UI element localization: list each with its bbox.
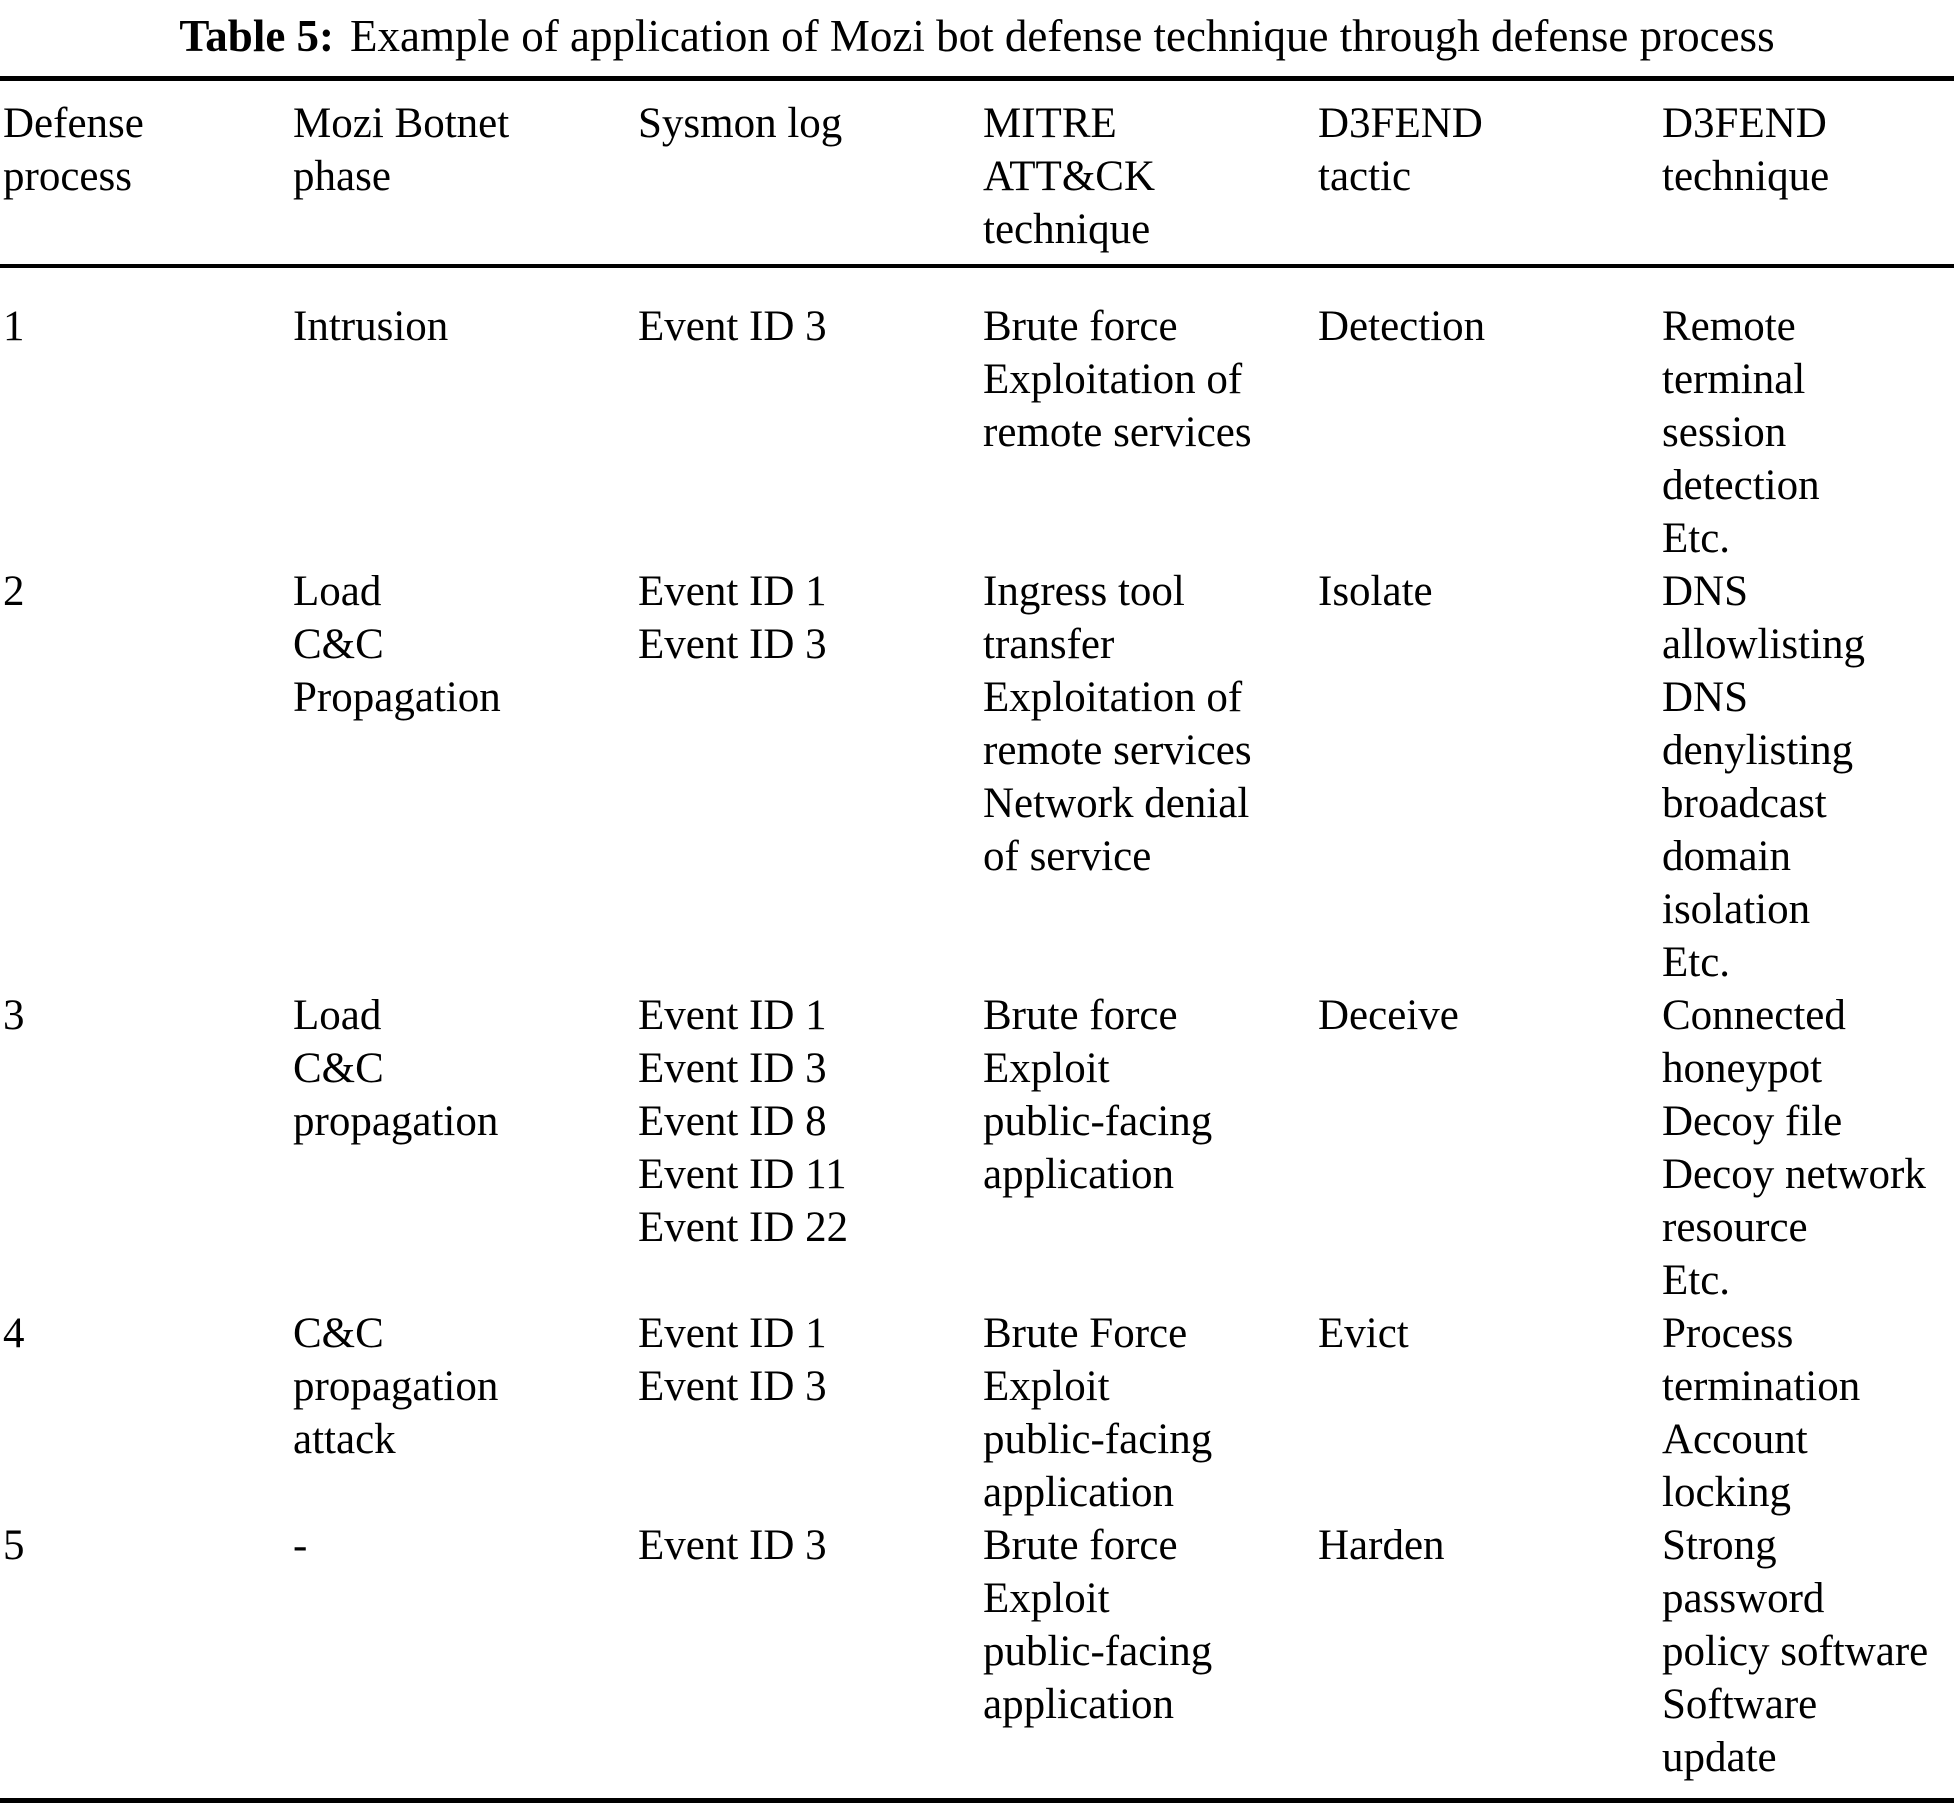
- cell-mitre-attack-technique: [980, 989, 1315, 1307]
- text-line: Exploit: [983, 1045, 1110, 1092]
- cell-defense-process: [0, 989, 290, 1307]
- table-row-5: [0, 1519, 1954, 1784]
- text-line: termination: [1662, 1363, 1861, 1410]
- table-row-3: [0, 989, 1954, 1307]
- text-line: 5: [3, 1522, 25, 1569]
- cell-d3fend-tactic: [1315, 1519, 1659, 1784]
- text-line: Process: [1662, 1310, 1794, 1357]
- text-line: isolation: [1662, 886, 1811, 933]
- cell-defense-process: [0, 300, 290, 565]
- header-cell-mozi-botnet-phase: [290, 97, 635, 256]
- cell-d3fend-technique: [1659, 989, 1954, 1307]
- text-line: attack: [293, 1416, 396, 1463]
- text-line: remote services: [983, 409, 1252, 456]
- table-header-row: [0, 81, 1954, 256]
- text-line: 4: [3, 1310, 25, 1357]
- text-line: Event ID 3: [638, 303, 827, 350]
- cell-mitre-attack-technique: [980, 300, 1315, 565]
- cell-mozi-botnet-phase: [290, 1519, 635, 1784]
- cell-mitre-attack-technique: [980, 565, 1315, 989]
- cell-defense-process: [0, 1519, 290, 1784]
- text-line: public-facing: [983, 1628, 1213, 1675]
- text-line: Event ID 1: [638, 568, 827, 615]
- text-line: allowlisting: [1662, 621, 1866, 668]
- cell-mozi-botnet-phase: [290, 1307, 635, 1519]
- cell-d3fend-tactic: [1315, 300, 1659, 565]
- header-cell-sysmon-log: [635, 97, 980, 256]
- text-line: resource: [1662, 1204, 1808, 1251]
- text-line: MITRE: [983, 100, 1117, 147]
- text-line: Event ID 11: [638, 1151, 847, 1198]
- cell-sysmon-log: [635, 300, 980, 565]
- text-line: Event ID 1: [638, 1310, 827, 1357]
- cell-mitre-attack-technique: [980, 1519, 1315, 1784]
- text-line: D3FEND: [1318, 100, 1483, 147]
- table-row-2: [0, 565, 1954, 989]
- text-line: process: [3, 153, 132, 200]
- text-line: Strong: [1662, 1522, 1777, 1569]
- text-line: propagation: [293, 1098, 499, 1145]
- cell-mozi-botnet-phase: [290, 989, 635, 1307]
- cell-defense-process: [0, 1307, 290, 1519]
- cell-d3fend-tactic: [1315, 1307, 1659, 1519]
- text-line: D3FEND: [1662, 100, 1827, 147]
- header-cell-d3fend-tactic: [1315, 97, 1659, 256]
- text-line: broadcast: [1662, 780, 1827, 827]
- text-line: Evict: [1318, 1310, 1409, 1357]
- text-line: Event ID 3: [638, 621, 827, 668]
- text-line: session: [1662, 409, 1787, 456]
- text-line: propagation: [293, 1363, 499, 1410]
- cell-d3fend-tactic: [1315, 565, 1659, 989]
- text-line: transfer: [983, 621, 1115, 668]
- text-line: Event ID 22: [638, 1204, 849, 1251]
- text-line: application: [983, 1469, 1175, 1516]
- text-line: Event ID 1: [638, 992, 827, 1039]
- cell-d3fend-technique: [1659, 1307, 1954, 1519]
- text-line: Load: [293, 992, 382, 1039]
- text-line: Decoy network: [1662, 1151, 1926, 1198]
- table-body: [0, 268, 1954, 1784]
- cell-sysmon-log: [635, 1307, 980, 1519]
- cell-mitre-attack-technique: [980, 1307, 1315, 1519]
- table-row-4: [0, 1307, 1954, 1519]
- table-caption: [0, 0, 1954, 64]
- text-line: Connected: [1662, 992, 1846, 1039]
- table-bottom-rule: [0, 1798, 1954, 1803]
- cell-mozi-botnet-phase: [290, 565, 635, 989]
- text-line: C&C: [293, 1045, 384, 1092]
- text-line: Harden: [1318, 1522, 1445, 1569]
- text-line: remote services: [983, 727, 1252, 774]
- text-line: application: [983, 1681, 1175, 1728]
- text-line: Exploitation of: [983, 674, 1243, 721]
- text-line: Exploit: [983, 1575, 1110, 1622]
- text-line: Brute Force: [983, 1310, 1188, 1357]
- cell-sysmon-log: [635, 565, 980, 989]
- text-line: Network denial: [983, 780, 1250, 827]
- text-line: Brute force: [983, 992, 1178, 1039]
- text-line: policy software: [1662, 1628, 1929, 1675]
- text-line: 2: [3, 568, 25, 615]
- cell-sysmon-log: [635, 989, 980, 1307]
- text-line: Defense: [3, 100, 144, 147]
- table-caption-text: Example of application of Mozi bot defense technique through defense process: [350, 11, 1775, 61]
- text-line: public-facing: [983, 1416, 1213, 1463]
- cell-d3fend-technique: [1659, 565, 1954, 989]
- text-line: public-facing: [983, 1098, 1213, 1145]
- text-line: Etc.: [1662, 515, 1731, 562]
- text-line: locking: [1662, 1469, 1791, 1516]
- text-line: Etc.: [1662, 1257, 1731, 1304]
- header-cell-d3fend-technique: [1659, 97, 1954, 256]
- text-line: Decoy file: [1662, 1098, 1843, 1145]
- table-row-1: [0, 300, 1954, 565]
- text-line: Exploit: [983, 1363, 1110, 1410]
- cell-d3fend-tactic: [1315, 989, 1659, 1307]
- table-caption-label: Table 5:: [179, 11, 335, 61]
- text-line: of service: [983, 833, 1152, 880]
- text-line: Load: [293, 568, 382, 615]
- text-line: Isolate: [1318, 568, 1433, 615]
- text-line: Event ID 3: [638, 1045, 827, 1092]
- text-line: tactic: [1318, 153, 1412, 200]
- text-line: Intrusion: [293, 303, 449, 350]
- text-line: Mozi Botnet: [293, 100, 510, 147]
- text-line: application: [983, 1151, 1175, 1198]
- text-line: detection: [1662, 462, 1820, 509]
- text-line: Event ID 3: [638, 1363, 827, 1410]
- text-line: Deceive: [1318, 992, 1459, 1039]
- text-line: denylisting: [1662, 727, 1854, 774]
- text-line: Account: [1662, 1416, 1808, 1463]
- text-line: phase: [293, 153, 391, 200]
- text-line: password: [1662, 1575, 1825, 1622]
- text-line: Etc.: [1662, 939, 1731, 986]
- text-line: 3: [3, 992, 25, 1039]
- text-line: Brute force: [983, 1522, 1178, 1569]
- text-line: update: [1662, 1734, 1777, 1781]
- text-line: technique: [983, 206, 1151, 253]
- text-line: Event ID 8: [638, 1098, 827, 1145]
- text-line: honeypot: [1662, 1045, 1823, 1092]
- text-line: Ingress tool: [983, 568, 1185, 615]
- text-line: DNS: [1662, 674, 1749, 721]
- text-line: DNS: [1662, 568, 1749, 615]
- cell-d3fend-technique: [1659, 300, 1954, 565]
- text-line: Event ID 3: [638, 1522, 827, 1569]
- cell-d3fend-technique: [1659, 1519, 1954, 1784]
- text-line: Exploitation of: [983, 356, 1243, 403]
- text-line: C&C: [293, 621, 384, 668]
- header-cell-mitre-attack-technique: [980, 97, 1315, 256]
- text-line: ATT&CK: [983, 153, 1155, 200]
- text-line: Detection: [1318, 303, 1486, 350]
- cell-mozi-botnet-phase: [290, 300, 635, 565]
- text-line: C&C: [293, 1310, 384, 1357]
- text-line: Remote: [1662, 303, 1796, 350]
- text-line: Sysmon log: [638, 100, 843, 147]
- header-cell-defense-process: [0, 97, 290, 256]
- text-line: Software: [1662, 1681, 1818, 1728]
- cell-defense-process: [0, 565, 290, 989]
- cell-sysmon-log: [635, 1519, 980, 1784]
- text-line: terminal: [1662, 356, 1806, 403]
- text-line: Brute force: [983, 303, 1178, 350]
- text-line: 1: [3, 303, 25, 350]
- text-line: -: [293, 1522, 308, 1569]
- text-line: domain: [1662, 833, 1791, 880]
- text-line: technique: [1662, 153, 1830, 200]
- text-line: Propagation: [293, 674, 501, 721]
